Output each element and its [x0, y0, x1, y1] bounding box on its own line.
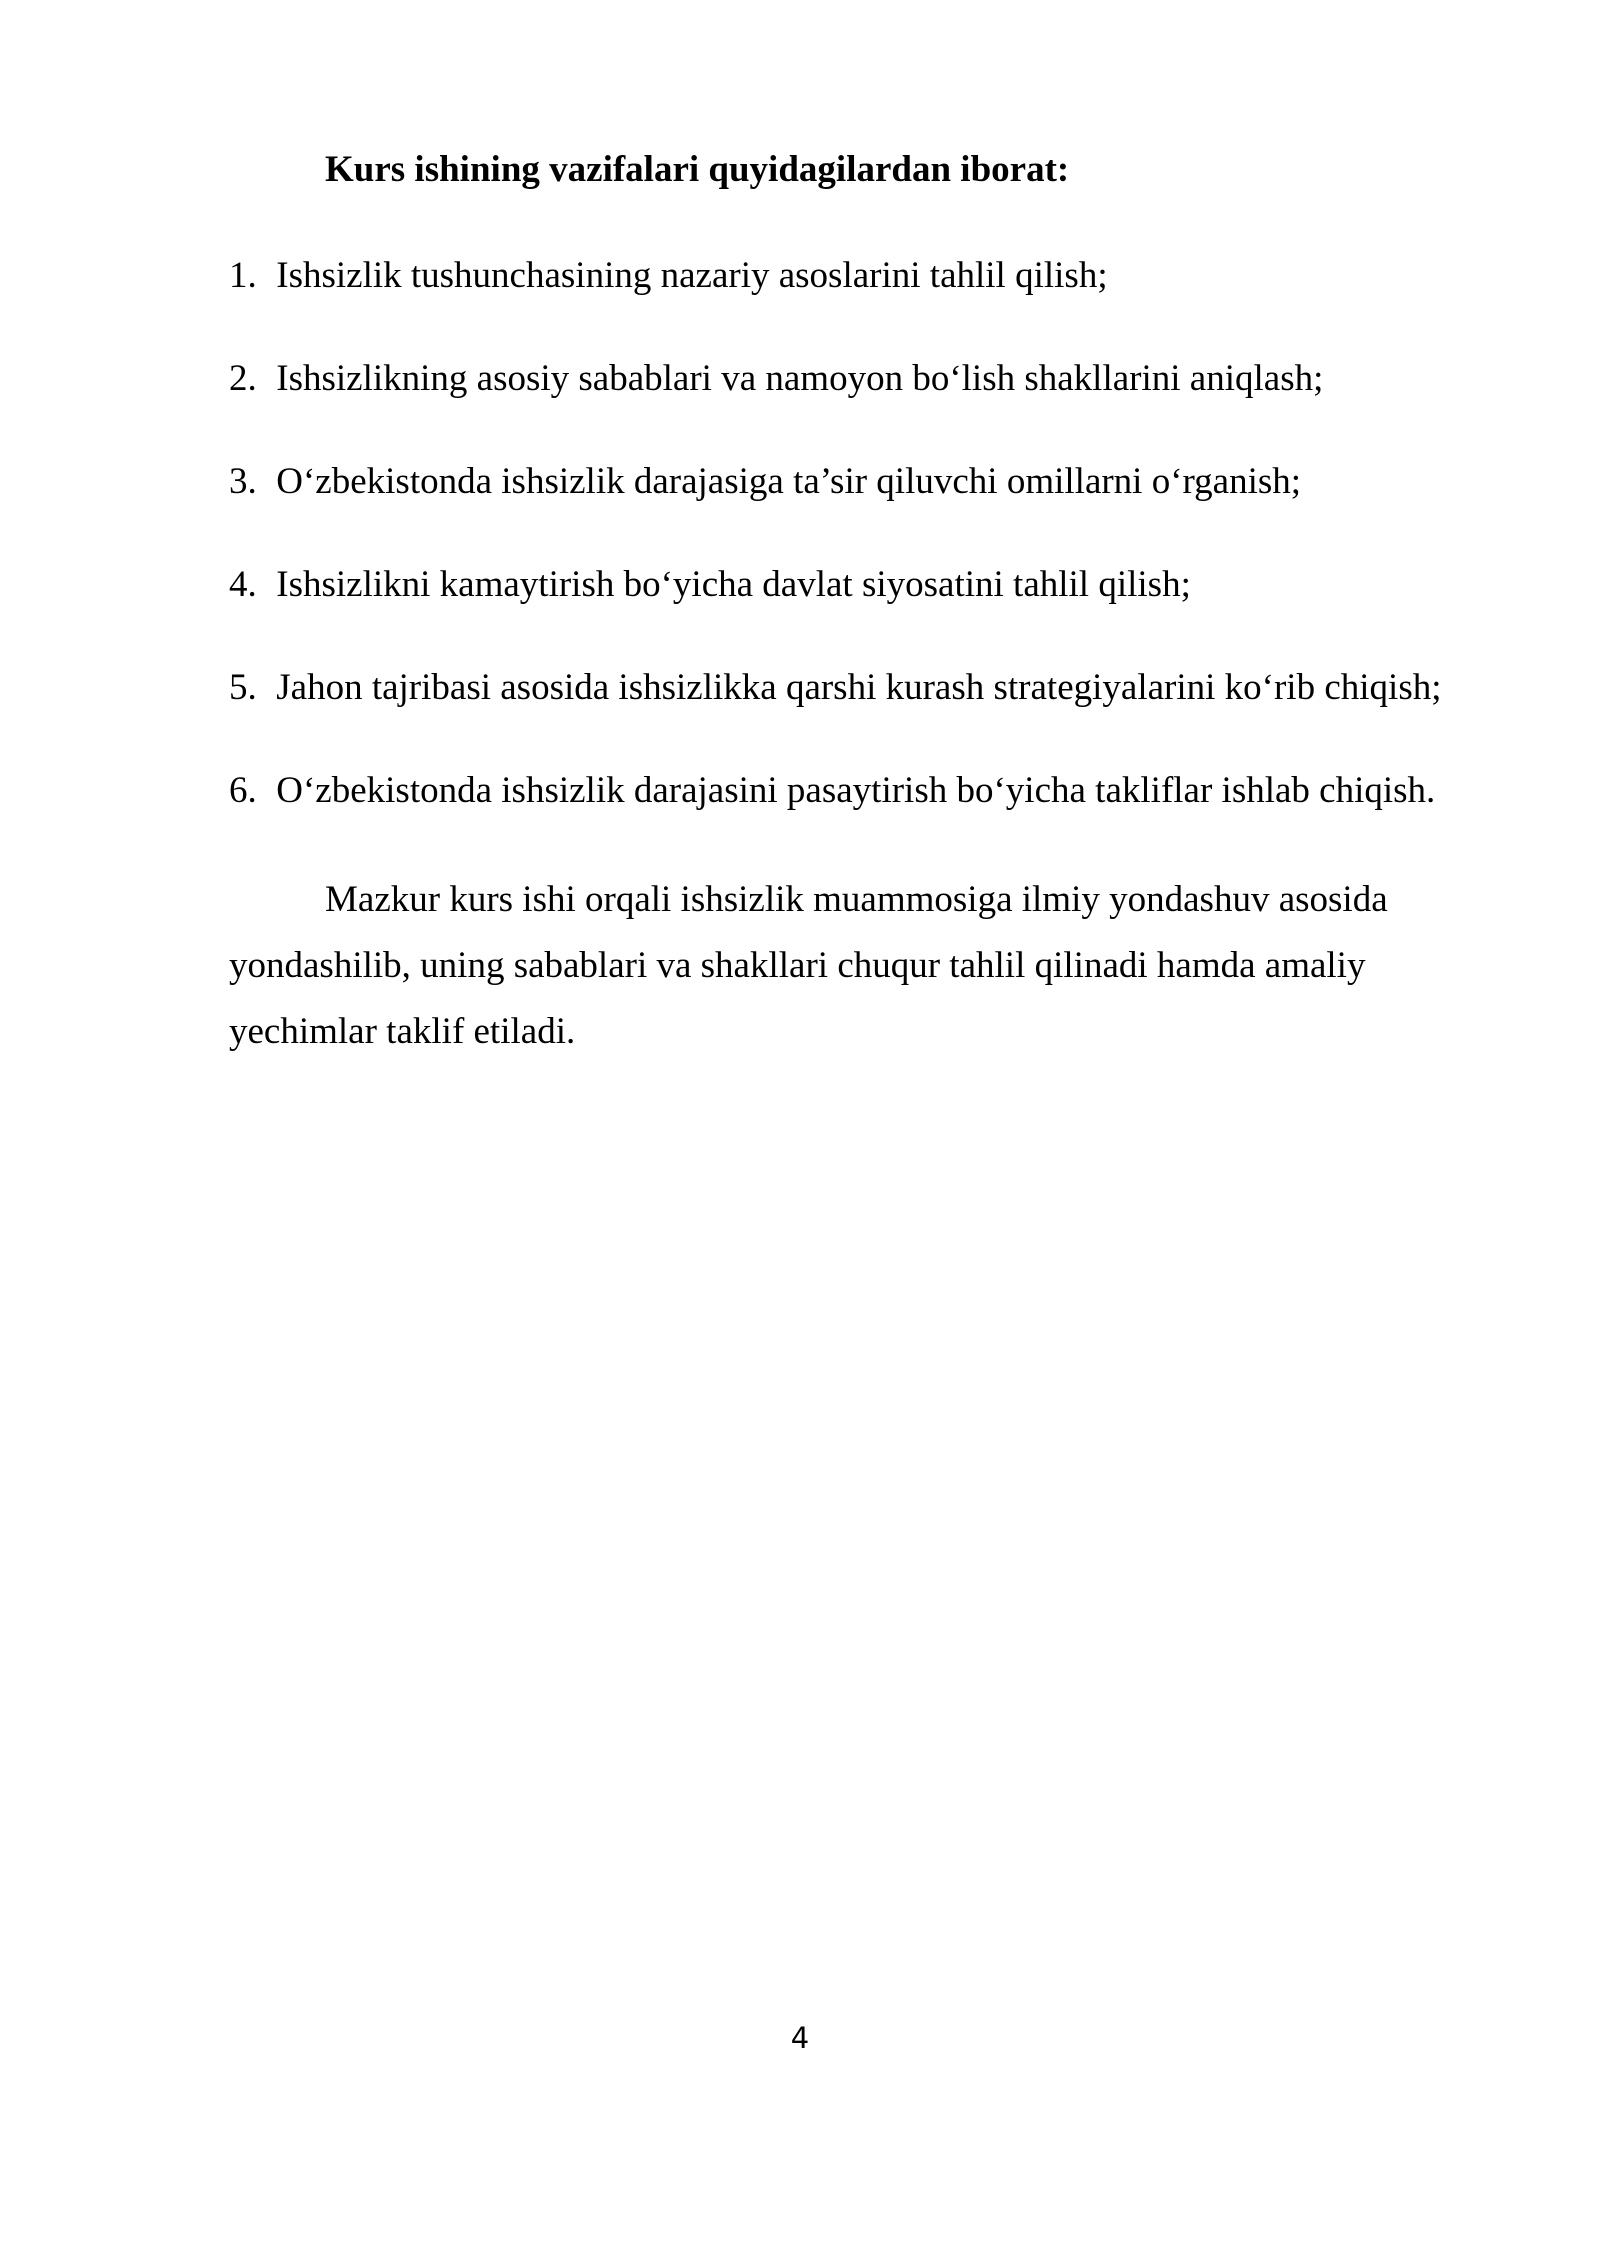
- section-heading: Kurs ishining vazifalari quyidagilardan iborat:: [325, 149, 1070, 190]
- list-item-number: 4.: [229, 564, 257, 605]
- page-number: 4: [790, 2021, 810, 2055]
- list-item-text: Jahon tajribasi asosida ishsizlikka qarshi kurash strategiyalarini ko‘rib chiqish;: [276, 667, 1442, 708]
- task-list: [229, 252, 1442, 870]
- list-item: [229, 664, 1442, 712]
- list-item: [229, 458, 1442, 506]
- list-item: [229, 252, 1442, 300]
- list-item: [229, 561, 1442, 609]
- list-item-number: 1.: [229, 255, 257, 296]
- list-item-number: 6.: [229, 770, 257, 811]
- list-item: [229, 767, 1442, 815]
- list-item-number: 2.: [229, 358, 257, 399]
- list-item-text: O‘zbekistonda ishsizlik darajasiga ta’sir qiluvchi omillarni o‘rganish;: [276, 461, 1302, 502]
- list-item-text: O‘zbekistonda ishsizlik darajasini pasaytirish bo‘yicha takliflar ishlab chiqish.: [276, 770, 1436, 811]
- list-item-number: 5.: [229, 667, 257, 708]
- list-item-text: Ishsizlikning asosiy sabablari va namoyon bo‘lish shakllarini aniqlash;: [276, 358, 1324, 399]
- body-paragraph: Mazkur kurs ishi orqali ishsizlik muammosiga ilmiy yondashuv asosida yondashilib, uning sabablari va shakllari chuqur tahlil qilinadi hamda amaliy yechimlar taklif etiladi.: [229, 879, 1388, 1052]
- list-item-text: Ishsizlik tushunchasining nazariy asoslarini tahlil qilish;: [276, 255, 1108, 296]
- list-item: [229, 355, 1442, 403]
- list-item-number: 3.: [229, 461, 257, 502]
- list-item-text: Ishsizlikni kamaytirish bo‘yicha davlat siyosatini tahlil qilish;: [276, 564, 1191, 605]
